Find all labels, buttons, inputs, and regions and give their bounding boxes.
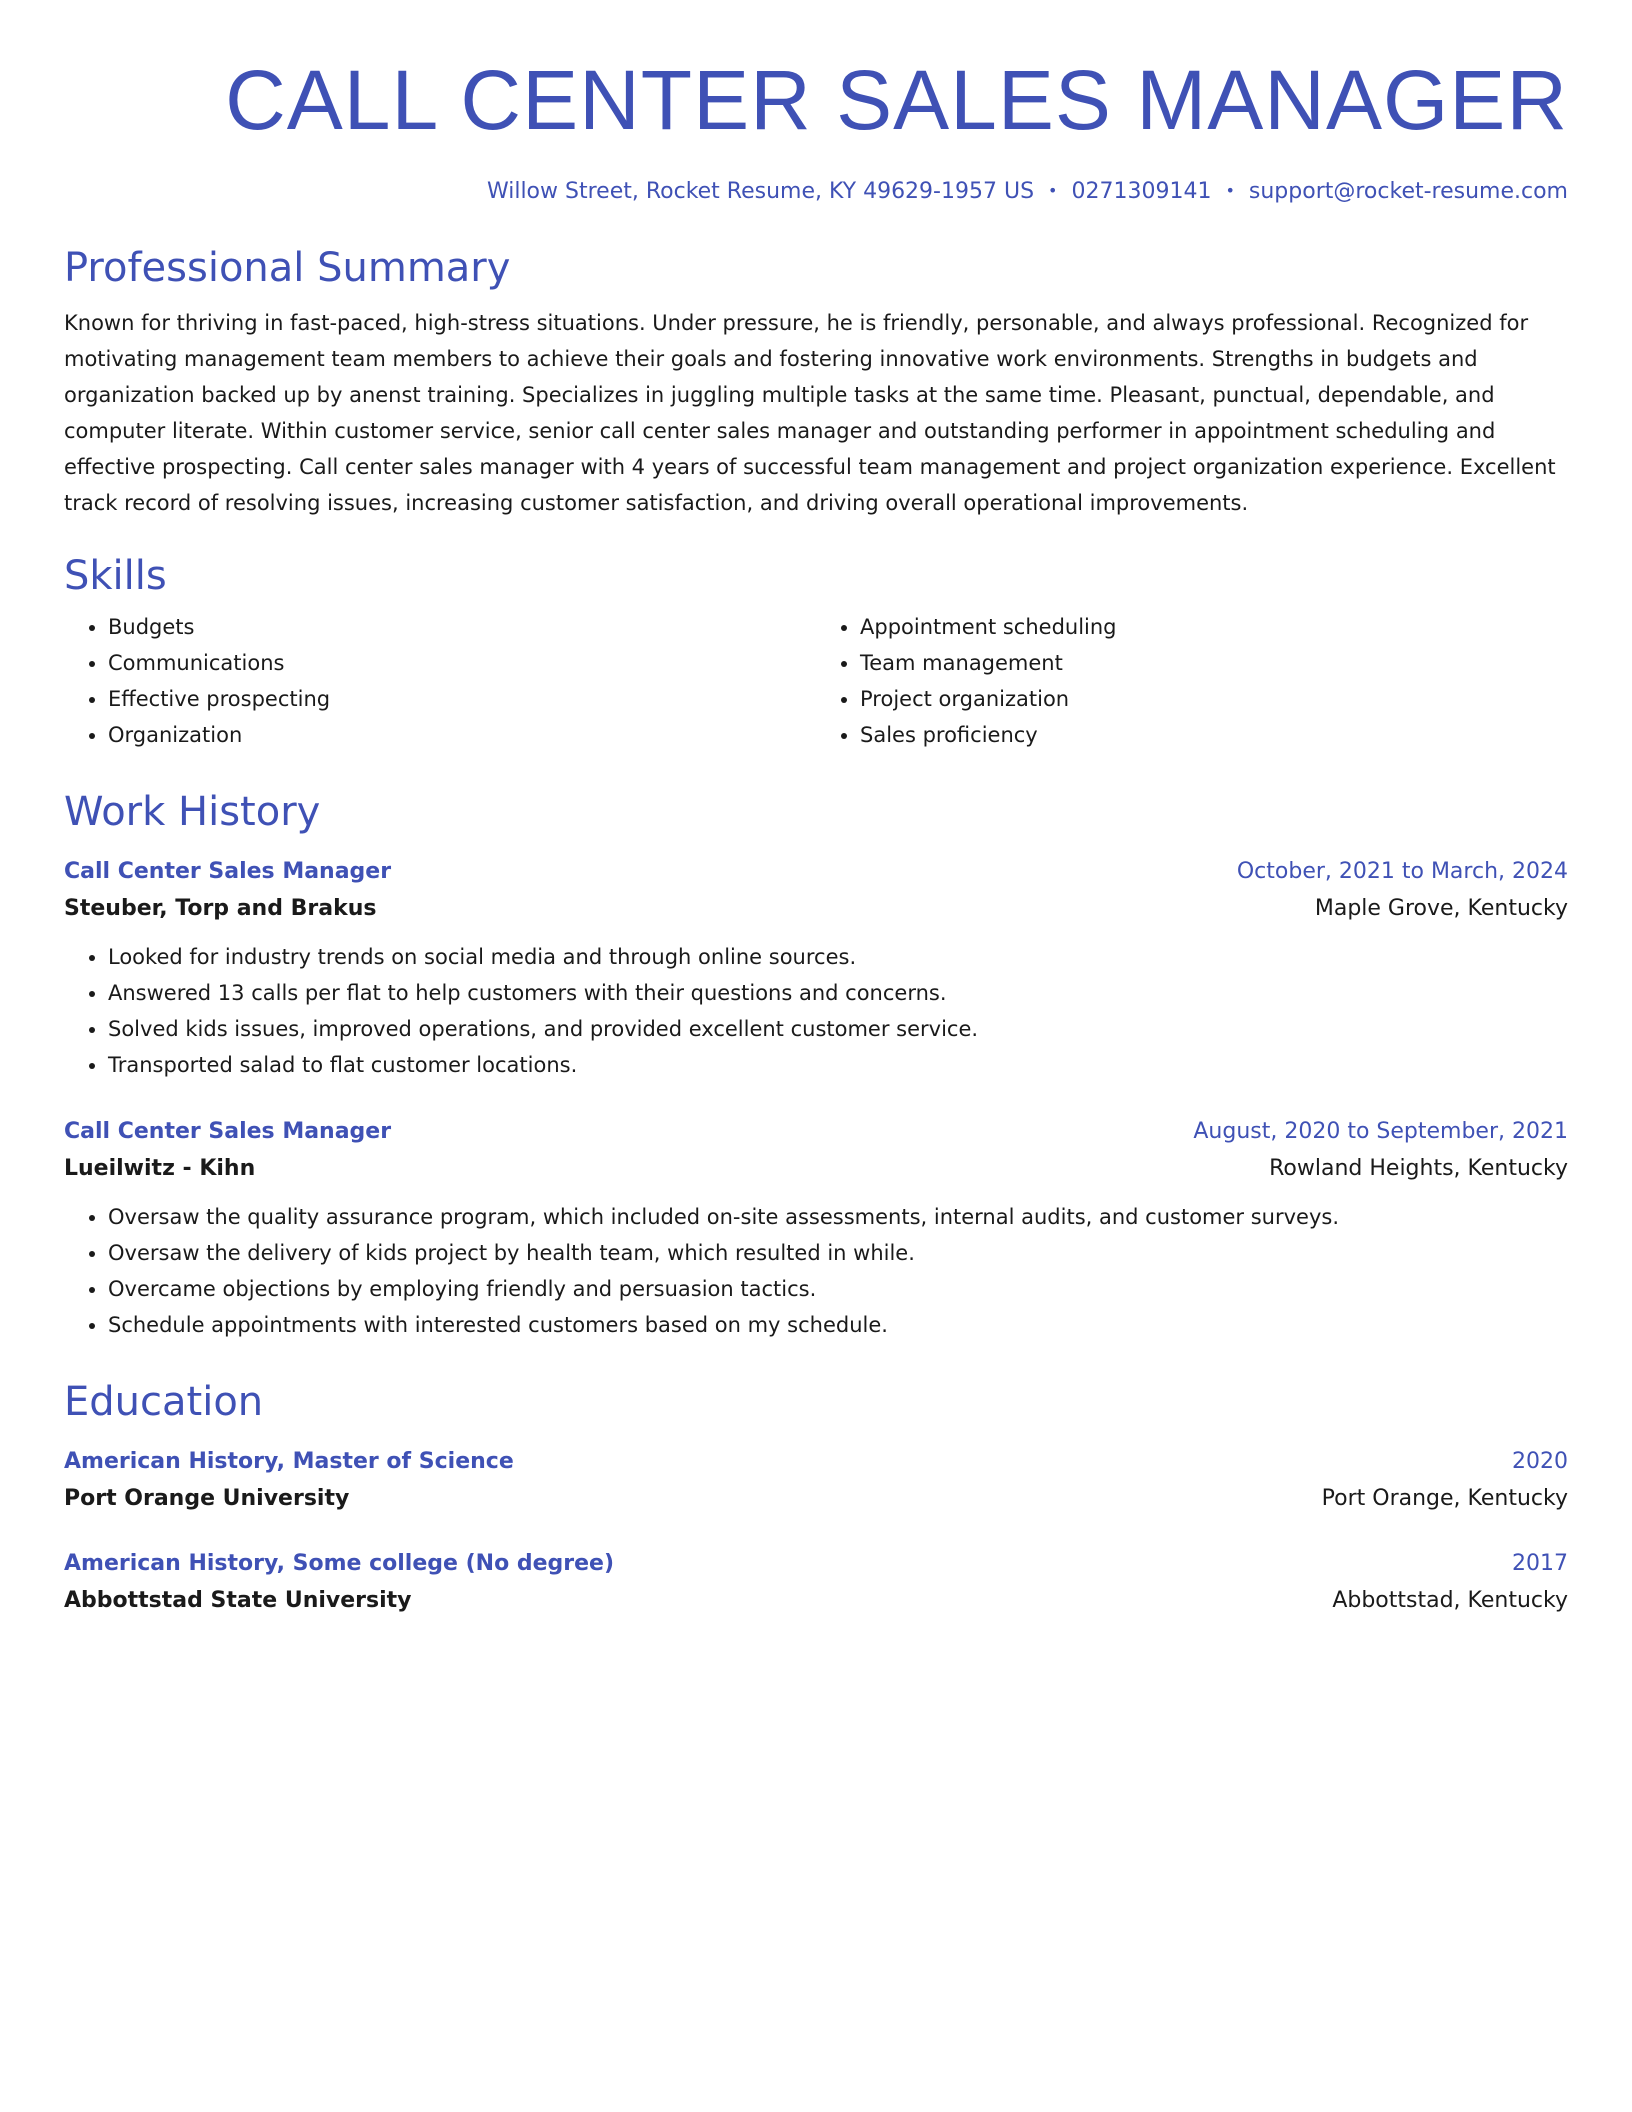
degree-name: American History, Master of Science xyxy=(64,1449,514,1474)
school-name: Port Orange University xyxy=(64,1486,350,1511)
contact-address: Willow Street, Rocket Resume, KY 49629-1957 US xyxy=(486,179,1035,204)
skill-item: • Team management xyxy=(860,645,1568,681)
education-entry-header xyxy=(64,1445,1568,1479)
work-entry-subheader xyxy=(64,889,1568,929)
duty-item: • Solved kids issues, improved operations, and provided excellent customer service. xyxy=(108,1011,1568,1047)
job-duties xyxy=(64,939,1568,1083)
school-location: Abbottstad, Kentucky xyxy=(1332,1588,1568,1613)
skill-item: • Organization xyxy=(108,717,816,753)
contact-line xyxy=(64,176,1568,207)
candidate-title: CALL CENTER SALES MANAGER xyxy=(225,53,1568,147)
contact-separator: • xyxy=(1048,181,1058,200)
duty-item: • Schedule appointments with interested customers based on my schedule. xyxy=(108,1307,1568,1343)
company-name: Lueilwitz - Kihn xyxy=(64,1156,256,1181)
skill-item: • Communications xyxy=(108,645,816,681)
job-title: Call Center Sales Manager xyxy=(64,859,392,884)
resume-header xyxy=(64,50,1568,207)
skill-item: • Project organization xyxy=(860,681,1568,717)
skill-item: • Budgets xyxy=(108,609,816,645)
education-entry xyxy=(64,1445,1568,1519)
duty-item: • Answered 13 calls per flat to help customers with their questions and concerns. xyxy=(108,975,1568,1011)
graduation-year: 2020 xyxy=(1512,1449,1568,1474)
job-title: Call Center Sales Manager xyxy=(64,1119,392,1144)
education-entry xyxy=(64,1547,1568,1621)
skill-item: • Appointment scheduling xyxy=(860,609,1568,645)
duty-item: • Oversaw the delivery of kids project by health team, which resulted in while. xyxy=(108,1235,1568,1271)
skill-item: • Sales proficiency xyxy=(860,717,1568,753)
school-location: Port Orange, Kentucky xyxy=(1321,1486,1568,1511)
job-dates: August, 2020 to September, 2021 xyxy=(1193,1119,1568,1144)
degree-name: American History, Some college (No degree) xyxy=(64,1551,614,1576)
skills-list xyxy=(64,609,1568,753)
education-entry-header xyxy=(64,1547,1568,1581)
graduation-year: 2017 xyxy=(1512,1551,1568,1576)
summary-text: Known for thriving in fast-paced, high-stress situations. Under pressure, he is friendly, personable, and always professional. Recognized for motivating management team members to achieve their goals and fostering innovative work environments. Strengths in budgets and organization backed up by anenst training. Specializes in juggling multiple tasks at the same time. Pleasant, punctual, dependable, and computer literate. Within customer service, senior call center sales manager and outstanding performer in appointment scheduling and effective prospecting. Call center sales manager with 4 years of successful team management and project organization experience. Excellent track record of resolving issues, increasing customer satisfaction, and driving overall operational improvements. xyxy=(64,311,1556,515)
work-entry xyxy=(64,1115,1568,1343)
work-history-heading: Work History xyxy=(64,789,321,835)
job-duties xyxy=(64,1199,1568,1343)
education-entry-subheader xyxy=(64,1581,1568,1621)
contact-email[interactable]: support@rocket-resume.com xyxy=(1248,179,1568,204)
duty-item: • Oversaw the quality assurance program, which included on-site assessments, internal audits, and customer surveys. xyxy=(108,1199,1568,1235)
work-entry-subheader xyxy=(64,1149,1568,1189)
work-entry-header xyxy=(64,855,1568,889)
skill-item: • Effective prospecting xyxy=(108,681,816,717)
company-name: Steuber, Torp and Brakus xyxy=(64,896,377,921)
contact-separator: • xyxy=(1225,181,1235,200)
job-location: Maple Grove, Kentucky xyxy=(1314,896,1568,921)
job-dates: October, 2021 to March, 2024 xyxy=(1236,859,1568,884)
duty-item: • Looked for industry trends on social media and through online sources. xyxy=(108,939,1568,975)
work-entry xyxy=(64,855,1568,1083)
skills-column-right xyxy=(816,609,1568,753)
skills-column-left xyxy=(64,609,816,753)
contact-phone: 0271309141 xyxy=(1071,179,1212,204)
school-name: Abbottstad State University xyxy=(64,1588,412,1613)
job-location: Rowland Heights, Kentucky xyxy=(1269,1156,1568,1181)
duty-item: • Transported salad to flat customer locations. xyxy=(108,1047,1568,1083)
summary-heading: Professional Summary xyxy=(64,245,511,291)
skills-heading: Skills xyxy=(64,553,167,599)
duty-item: • Overcame objections by employing friendly and persuasion tactics. xyxy=(108,1271,1568,1307)
education-entry-subheader xyxy=(64,1479,1568,1519)
education-heading: Education xyxy=(64,1379,264,1425)
work-entry-header xyxy=(64,1115,1568,1149)
